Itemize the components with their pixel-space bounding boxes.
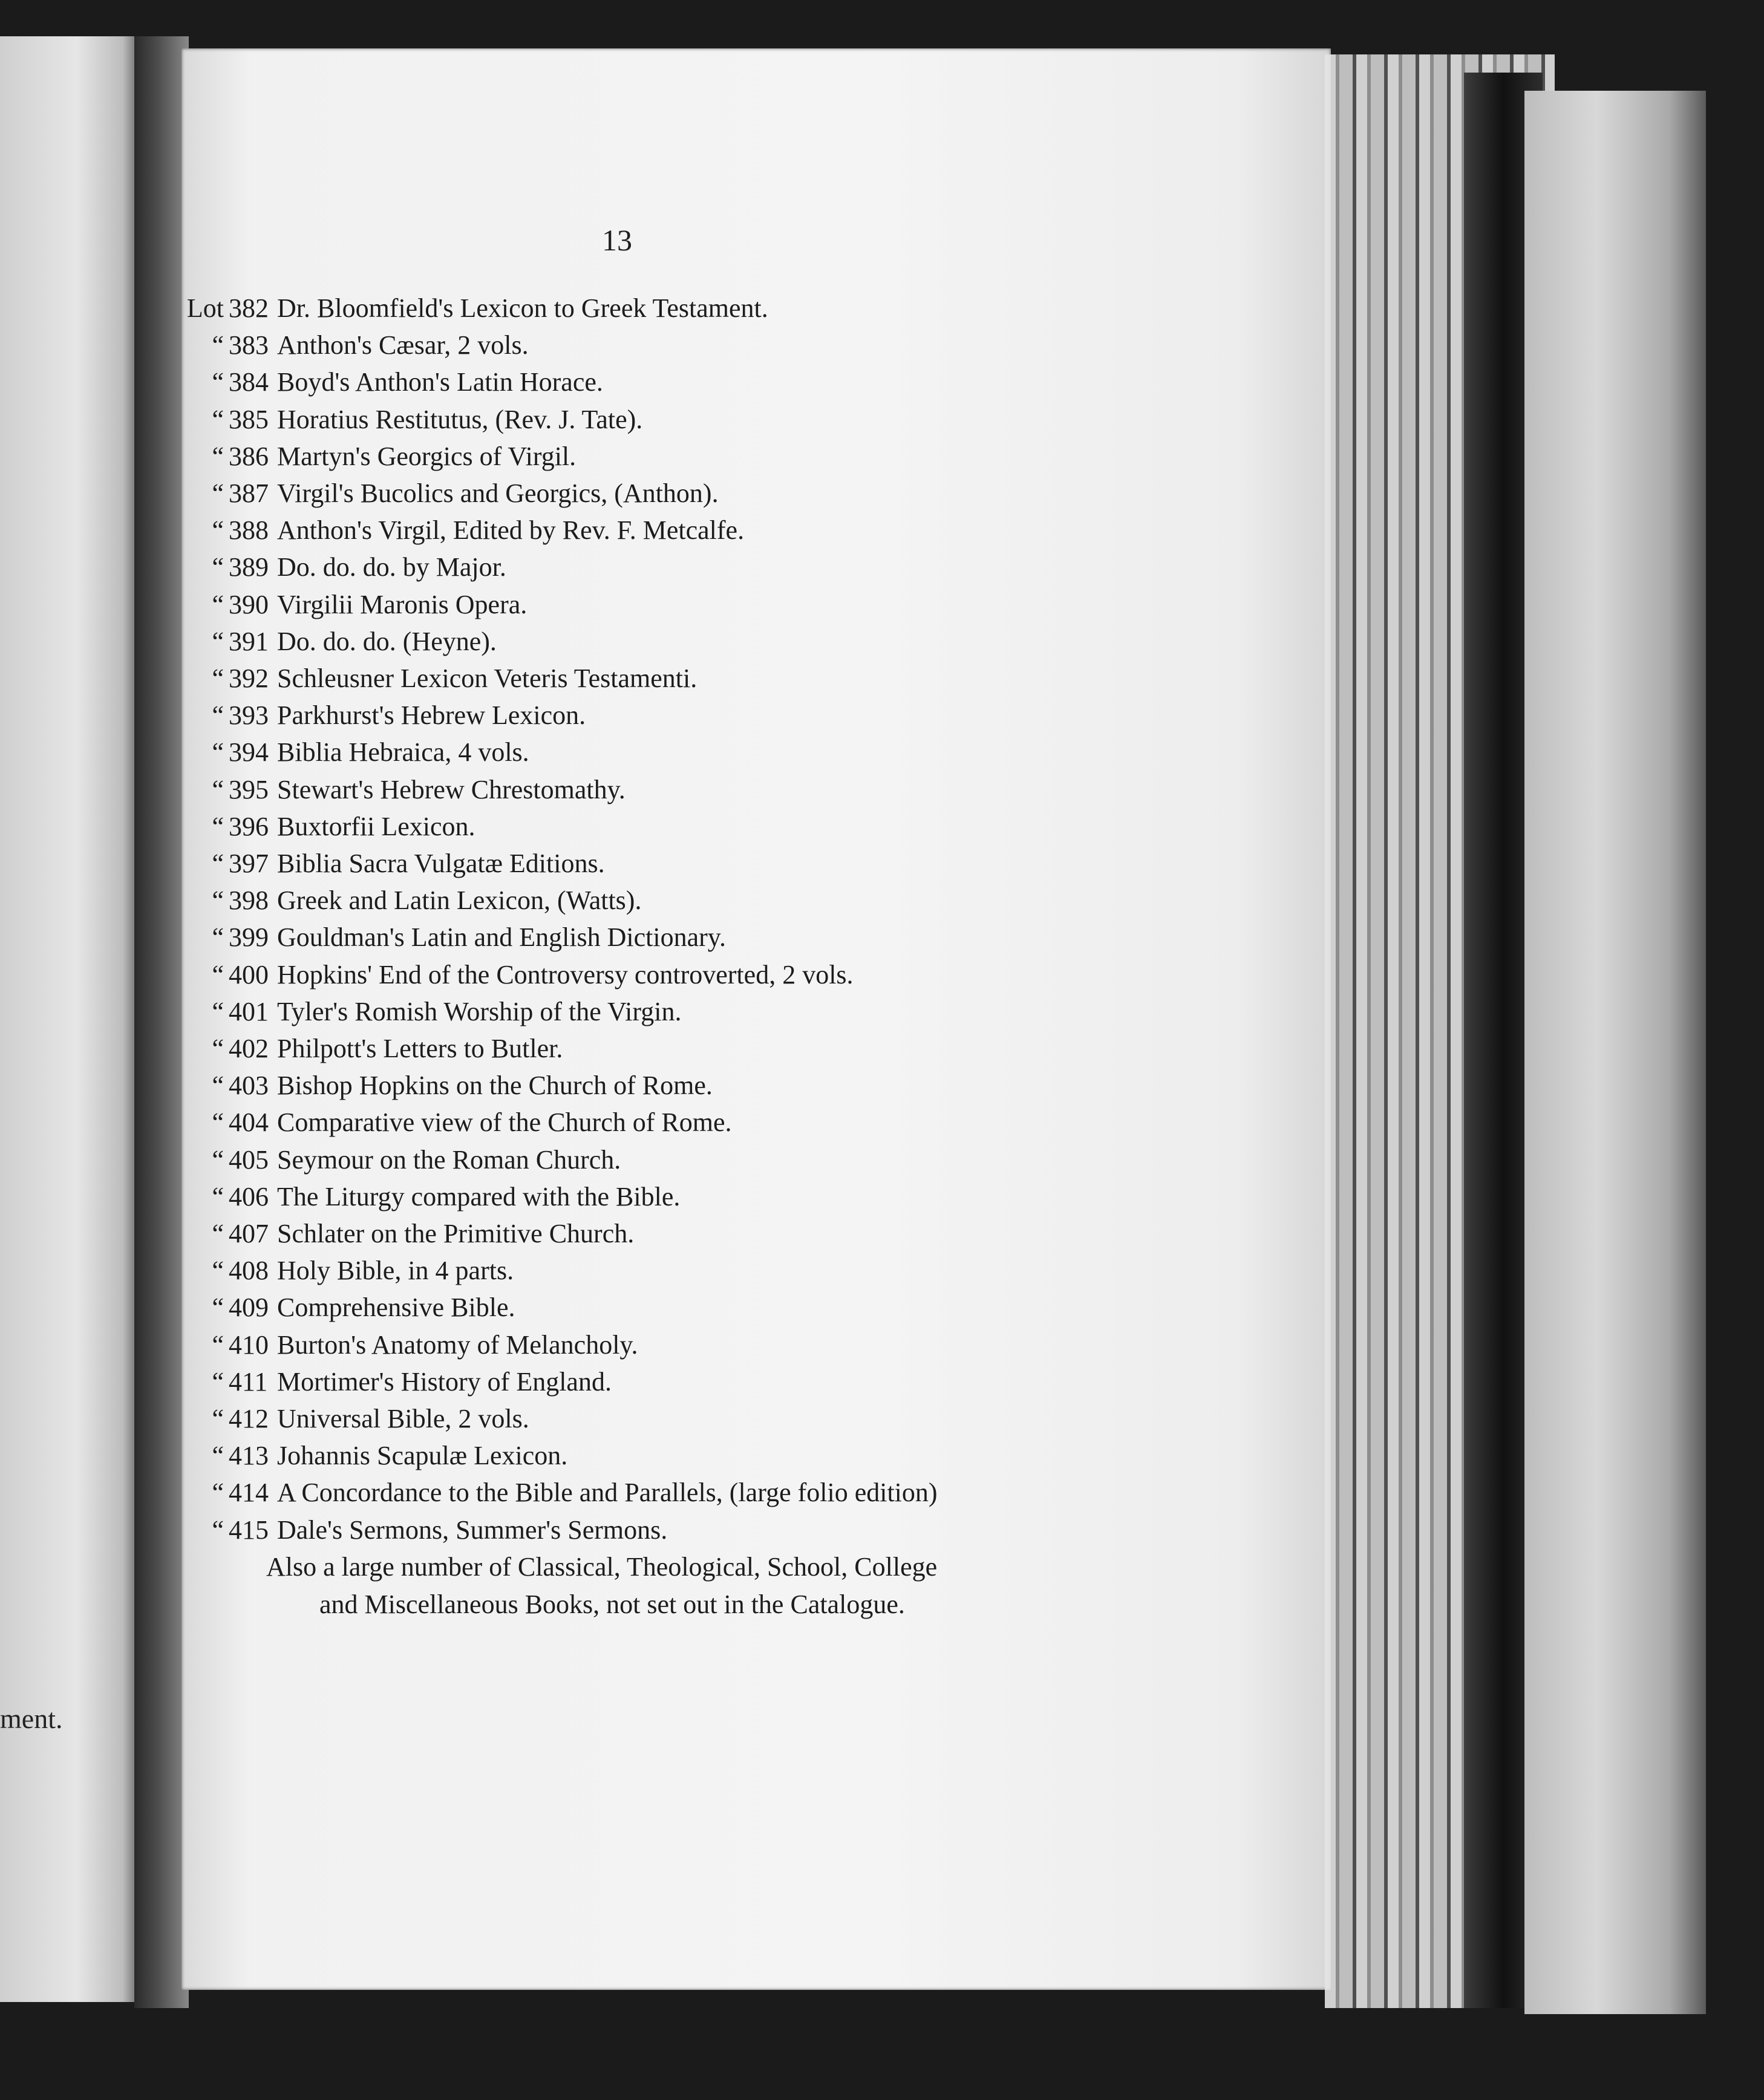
lot-title: Buxtorfii Lexicon. bbox=[277, 811, 475, 841]
lot-number: 415 bbox=[229, 1515, 269, 1545]
lot-number: 409 bbox=[229, 1293, 269, 1323]
closing-note-line-1: Also a large number of Classical, Theological, School, College bbox=[266, 1552, 938, 1582]
lot-number: 386 bbox=[229, 441, 269, 471]
lot-title: Horatius Restitutus, (Rev. J. Tate). bbox=[277, 404, 643, 434]
lot-title: Holy Bible, in 4 parts. bbox=[277, 1256, 514, 1286]
lot-number: 391 bbox=[229, 626, 269, 656]
lot-number: 393 bbox=[229, 700, 269, 731]
lot-number: 396 bbox=[229, 811, 269, 841]
lot-number: 389 bbox=[229, 552, 269, 582]
lot-prefix: “ bbox=[212, 1034, 224, 1063]
lot-number: 384 bbox=[229, 367, 269, 397]
lot-prefix: “ bbox=[212, 774, 224, 804]
lot-title: Seymour on the Roman Church. bbox=[277, 1144, 621, 1175]
lot-prefix: “ bbox=[212, 996, 224, 1026]
lot-prefix: “ bbox=[212, 885, 224, 916]
lot-title: Philpott's Letters to Butler. bbox=[277, 1034, 563, 1063]
lot-prefix: “ bbox=[212, 1478, 224, 1508]
lot-number: 388 bbox=[229, 515, 269, 546]
lot-prefix: “ bbox=[212, 441, 224, 471]
lot-number: 402 bbox=[229, 1034, 269, 1063]
lot-prefix: “ bbox=[212, 589, 224, 619]
lot-number: 392 bbox=[229, 664, 269, 693]
lot-title: Burton's Anatomy of Melancholy. bbox=[277, 1329, 638, 1360]
lot-title: Greek and Latin Lexicon, (Watts). bbox=[277, 885, 642, 916]
lot-prefix: “ bbox=[212, 1329, 224, 1360]
lot-number: 411 bbox=[229, 1366, 268, 1397]
lot-number: 399 bbox=[229, 922, 269, 953]
lot-title: Martyn's Georgics of Virgil. bbox=[277, 441, 577, 471]
lot-title: Comparative view of the Church of Rome. bbox=[277, 1107, 732, 1138]
lot-number: 397 bbox=[229, 849, 269, 878]
lot-title: A Concordance to the Bible and Parallels, (large folio edition) bbox=[277, 1478, 938, 1508]
lot-prefix: “ bbox=[212, 330, 224, 360]
lot-title: Biblia Hebraica, 4 vols. bbox=[277, 737, 529, 768]
lot-title: Parkhurst's Hebrew Lexicon. bbox=[277, 700, 586, 731]
lot-number: 385 bbox=[229, 404, 269, 434]
lot-title: Virgilii Maronis Opera. bbox=[277, 589, 528, 619]
lot-number: 410 bbox=[229, 1329, 269, 1360]
lot-title: Biblia Sacra Vulgatæ Editions. bbox=[277, 849, 605, 878]
lot-prefix: “ bbox=[212, 367, 224, 397]
page-number: 13 bbox=[602, 223, 632, 257]
lot-prefix: “ bbox=[212, 1144, 224, 1175]
lot-title: Schlater on the Primitive Church. bbox=[277, 1219, 635, 1248]
lot-prefix: “ bbox=[212, 959, 224, 990]
lot-number: 414 bbox=[229, 1478, 269, 1508]
lot-number: 395 bbox=[229, 774, 269, 804]
lot-title: Schleusner Lexicon Veteris Testamenti. bbox=[277, 664, 697, 693]
lot-prefix: “ bbox=[212, 1441, 224, 1471]
lot-prefix: “ bbox=[212, 737, 224, 768]
lot-prefix: “ bbox=[212, 1366, 224, 1397]
lot-title: Comprehensive Bible. bbox=[277, 1293, 515, 1323]
lot-number: 404 bbox=[229, 1107, 269, 1138]
lot-number: 408 bbox=[229, 1256, 269, 1286]
lot-title: Hopkins' End of the Controversy controverted, 2 vols. bbox=[277, 959, 854, 990]
lot-prefix: “ bbox=[212, 1404, 224, 1433]
lot-prefix: “ bbox=[212, 552, 224, 582]
lot-title: Dale's Sermons, Summer's Sermons. bbox=[277, 1515, 668, 1545]
lot-prefix: “ bbox=[212, 1515, 224, 1545]
lot-prefix: “ bbox=[212, 1071, 224, 1101]
lot-number: 413 bbox=[229, 1441, 269, 1471]
lot-prefix: “ bbox=[212, 1293, 224, 1323]
lot-number: 390 bbox=[229, 589, 269, 619]
lot-title: Stewart's Hebrew Chrestomathy. bbox=[277, 774, 626, 804]
lot-prefix: “ bbox=[212, 478, 224, 508]
lot-prefix: “ bbox=[212, 811, 224, 841]
lot-prefix: “ bbox=[212, 700, 224, 731]
lot-title: Do. do. do. (Heyne). bbox=[277, 626, 497, 656]
lot-prefix: “ bbox=[212, 1219, 224, 1248]
back-cover-board bbox=[1524, 91, 1706, 2014]
lot-title: Do. do. do. by Major. bbox=[277, 552, 506, 582]
left-page-text-fragment: ment. bbox=[0, 1703, 63, 1734]
lot-number: 398 bbox=[229, 885, 269, 916]
lot-prefix: “ bbox=[212, 1181, 224, 1211]
lot-title: Boyd's Anthon's Latin Horace. bbox=[277, 367, 603, 397]
lot-title: Bishop Hopkins on the Church of Rome. bbox=[277, 1071, 713, 1101]
lot-number: 403 bbox=[229, 1071, 269, 1101]
lot-title: Gouldman's Latin and English Dictionary. bbox=[277, 922, 726, 953]
lot-number: 387 bbox=[229, 478, 269, 508]
lot-number: 383 bbox=[229, 330, 269, 360]
lot-prefix: “ bbox=[212, 515, 224, 546]
lot-prefix: “ bbox=[212, 1107, 224, 1138]
lot-prefix: “ bbox=[212, 664, 224, 693]
lot-number: 406 bbox=[229, 1181, 269, 1211]
lot-number: 394 bbox=[229, 737, 269, 768]
lot-number: 382 bbox=[229, 293, 269, 323]
lot-number: 407 bbox=[229, 1219, 269, 1248]
lot-title: Anthon's Virgil, Edited by Rev. F. Metcalfe. bbox=[277, 515, 745, 546]
lot-title: Mortimer's History of England. bbox=[277, 1366, 612, 1397]
lot-prefix: “ bbox=[212, 626, 224, 656]
lot-title: Anthon's Cæsar, 2 vols. bbox=[277, 330, 529, 360]
lot-title: Dr. Bloomfield's Lexicon to Greek Testament. bbox=[277, 293, 768, 323]
lot-prefix: Lot bbox=[186, 293, 224, 323]
lot-number: 412 bbox=[229, 1404, 269, 1433]
lot-prefix: “ bbox=[212, 922, 224, 953]
lot-number: 401 bbox=[229, 996, 269, 1026]
lot-title: Universal Bible, 2 vols. bbox=[277, 1404, 529, 1433]
lot-number: 400 bbox=[229, 959, 269, 990]
lot-prefix: “ bbox=[212, 404, 224, 434]
closing-note-line-2: and Miscellaneous Books, not set out in the Catalogue. bbox=[319, 1590, 905, 1619]
lot-title: The Liturgy compared with the Bible. bbox=[277, 1181, 681, 1211]
lot-title: Virgil's Bucolics and Georgics, (Anthon). bbox=[277, 478, 719, 508]
lot-prefix: “ bbox=[212, 1256, 224, 1286]
lot-title: Tyler's Romish Worship of the Virgin. bbox=[277, 996, 682, 1026]
lot-title: Johannis Scapulæ Lexicon. bbox=[277, 1441, 568, 1471]
lot-prefix: “ bbox=[212, 849, 224, 878]
lot-number: 405 bbox=[229, 1144, 269, 1175]
